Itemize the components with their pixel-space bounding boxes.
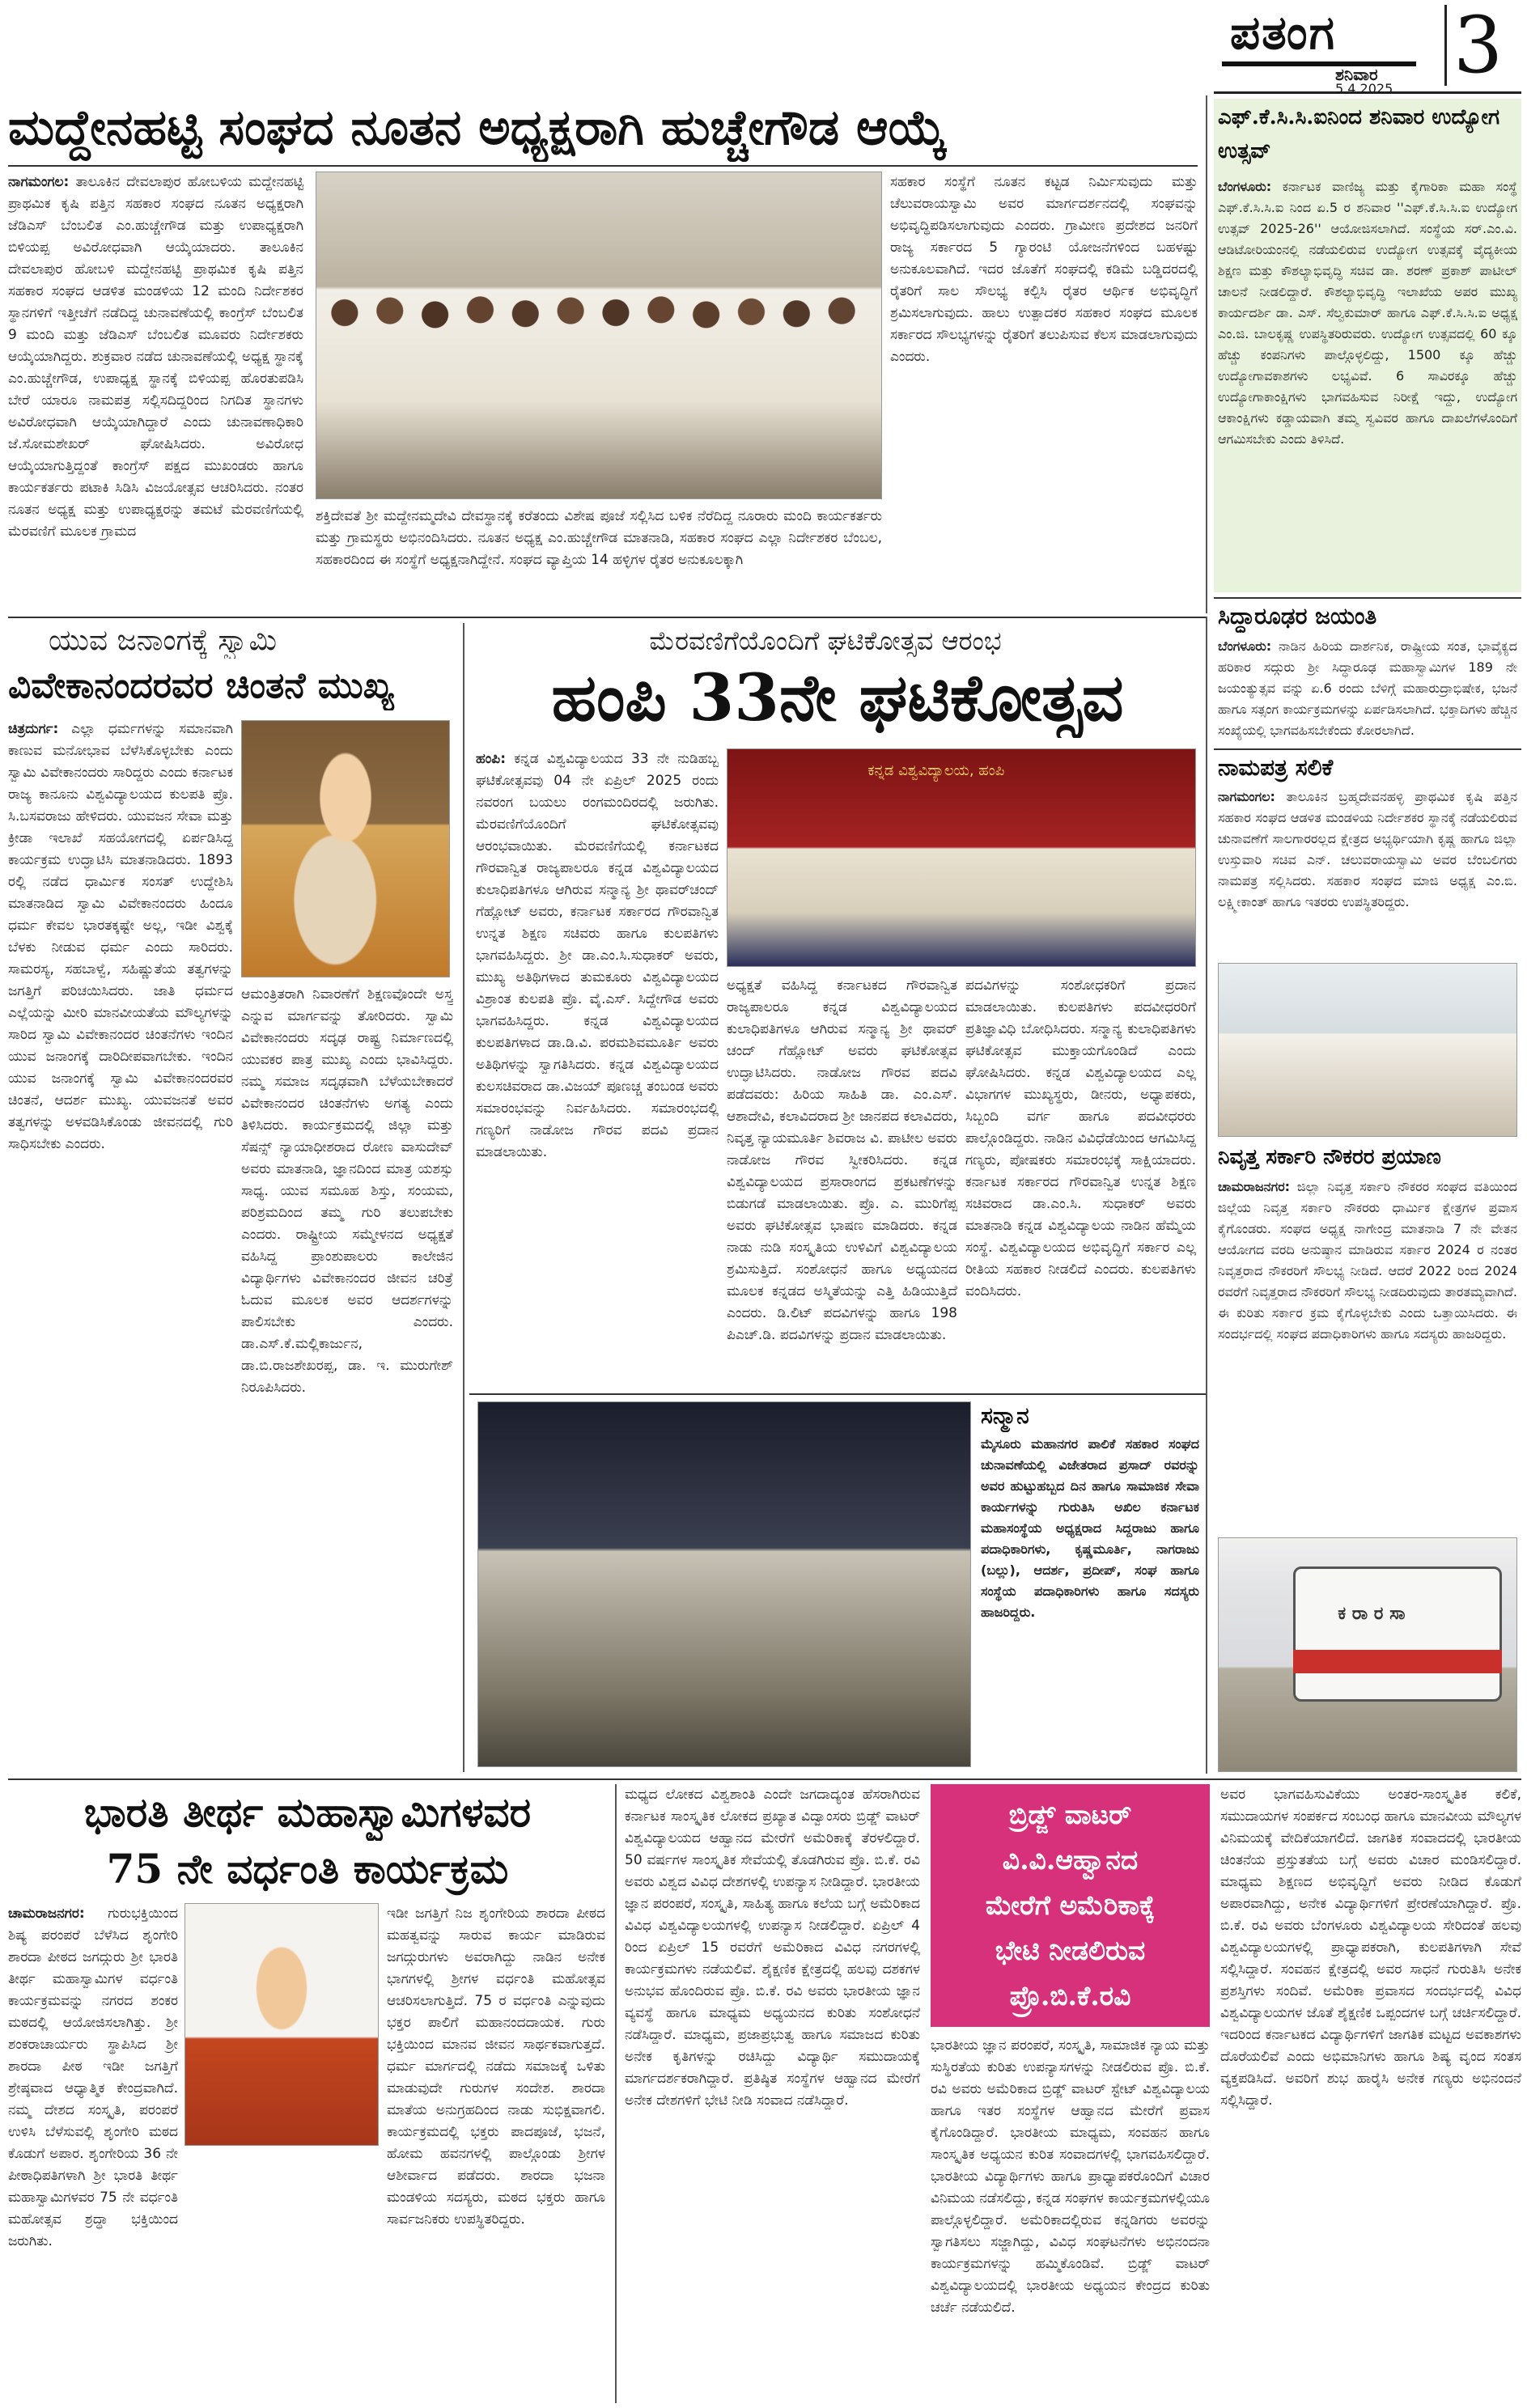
- naamapatra-headline: ನಾಮಪತ್ರ ಸಲಿಕೆ: [1218, 754, 1334, 781]
- bridgewater-headline-box: [931, 1784, 1210, 2027]
- rule-lead: [8, 165, 1198, 167]
- vivekananda-col-1-text: ಎಲ್ಲಾ ಧರ್ಮಗಳನ್ನು ಸಮಾನವಾಗಿ ಕಾಣುವ ಮನೋಭಾವ ಬೆಳೆಸಿಕೊಳ್ಳಬೇಕು ಎಂದು ಸ್ವಾಮಿ ವಿವೇಕಾನಂದರು ಸಾರಿದ್ದರು ಎಂದು ಕರ್ನಾಟಕ ರಾಜ್ಯ ಕಾನೂನು ವಿಶ್ವವಿದ್ಯಾಲಯದ ಕುಲಪತಿ ಪ್ರೊ. ಸಿ.ಬಸವರಾಜು ಹೇಳಿದರು. ಯುವಜನ ಸೇವಾ ಮತ್ತು ಕ್ರೀಡಾ ಇಲಾಖೆ ಸಹಯೋಗದಲ್ಲಿ ಏರ್ಪಡಿಸಿದ್ದ ಕಾರ್ಯಕ್ರಮ ಉದ್ಘಾಟಿಸಿ ಮಾತನಾಡಿದರು. 1893 ರಲ್ಲಿ ನಡೆದ ಧಾರ್ಮಿಕ ಸಂಸತ್ ಉದ್ದೇಶಿಸಿ ಮಾತನಾಡಿದ ಸ್ವಾಮಿ ವಿವೇಕಾನಂದರು ಹಿಂದೂ ಧರ್ಮ ಕೇವಲ ಭಾರತಕ್ಕಷ್ಟೇ ಅಲ್ಲ, ಇಡೀ ವಿಶ್ವಕ್ಕೆ ಬೆಳಕು ನೀಡುವ ಧರ್ಮ ಎಂದು ಸಾರಿದರು. ಸಾಮರಸ್ಯ, ಸಹಬಾಳ್ವೆ, ಸಹಿಷ್ಣುತೆಯ ತತ್ವಗಳನ್ನು ಜಗತ್ತಿಗೆ ಪರಿಚಯಿಸಿದರು. ಜಾತಿ ಧರ್ಮದ ಎಲ್ಲೆಯನ್ನು ಮೀರಿ ಮಾನವೀಯತೆಯ ಮೌಲ್ಯಗಳನ್ನು ಸಾರಿದ ಸ್ವಾಮಿ ವಿವೇಕಾನಂದರ ಚಿಂತನೆಗಳು ಇಂದಿನ ಯುವ ಜನಾಂಗಕ್ಕೆ ದಾರಿದೀಪವಾಗಬೇಕು. ಇಂದಿನ ಯುವ ಜನಾಂಗಕ್ಕೆ ಸ್ವಾಮಿ ವಿವೇಕಾನಂದರವರ ಚಿಂತನೆ, ಆದರ್ಶ ಮುಖ್ಯ. ಯುವಜನತೆ ಅವರ ತತ್ವಗಳನ್ನು ಅಳವಡಿಸಿಕೊಂಡು ಜೀವನದಲ್ಲಿ ಗುರಿ ಸಾಧಿಸಬೇಕು ಎಂದರು.: [8, 721, 233, 1152]
- hampi-col-3: ಪದವಿಗಳನ್ನು ಸಂಶೋಧಕರಿಗೆ ಪ್ರದಾನ ಮಾಡಲಾಯಿತು. ಕುಲಪತಿಗಳು ಪದವೀಧರರಿಗೆ ಪ್ರತಿಜ್ಞಾವಿಧಿ ಬೋಧಿಸಿದರು. ಸನ್ಮಾನ್ಯ ಕುಲಾಧಿಪತಿಗಳು ಘಟಿಕೋತ್ಸವ ಮುಕ್ತಾಯಗೊಂಡಿದೆ ಎಂದು ಘೋಷಿಸಿದರು. ಕನ್ನಡ ವಿಶ್ವವಿದ್ಯಾಲಯದ ಎಲ್ಲ ವಿಭಾಗಗಳ ಮುಖ್ಯಸ್ಥರು, ಡೀನರು, ಅಧ್ಯಾಪಕರು, ಸಿಬ್ಬಂದಿ ವರ್ಗ ಹಾಗೂ ಪದವೀಧರರು ಪಾಲ್ಗೊಂಡಿದ್ದರು. ನಾಡಿನ ವಿವಿಧೆಡೆಯಿಂದ ಆಗಮಿಸಿದ್ದ ಗಣ್ಯರು, ಪೋಷಕರು ಸಮಾರಂಭಕ್ಕೆ ಸಾಕ್ಷಿಯಾದರು. ಕರ್ನಾಟಕ ಸರ್ಕಾರದ ಗೌರವಾನ್ವಿತ ಉನ್ನತ ಶಿಕ್ಷಣ ಸಚಿವರಾದ ಡಾ.ಎಂ.ಸಿ. ಸುಧಾಕರ್ ಅವರು ಮಾತನಾಡಿ ಕನ್ನಡ ವಿಶ್ವವಿದ್ಯಾಲಯ ನಾಡಿನ ಹೆಮ್ಮೆಯ ಸಂಸ್ಥೆ. ವಿಶ್ವವಿದ್ಯಾಲಯದ ಅಭಿವೃದ್ಧಿಗೆ ಸರ್ಕಾರ ಎಲ್ಲ ರೀತಿಯ ಸಹಕಾರ ನೀಡಲಿದೆ ಎಂದರು. ಕುಲಪತಿಗಳು ವಂದಿಸಿದರು.: [965, 977, 1196, 1299]
- bharati-col-2: ಇಡೀ ಜಗತ್ತಿಗೆ ನಿಜ ಶೃಂಗೇರಿಯ ಶಾರದಾ ಪೀಠದ ಮಹತ್ವವನ್ನು ಸಾರುವ ಕಾರ್ಯ ಮಾಡಿರುವ ಜಗದ್ಗುರುಗಳು ಅವರಾಗಿದ್ದು ನಾಡಿನ ಅನೇಕ ಭಾಗಗಳಲ್ಲಿ ಶ್ರೀಗಳ ವರ್ಧಂತಿ ಮಹೋತ್ಸವ ಆಚರಿಸಲಾಗುತ್ತಿದೆ. 75 ರ ವರ್ಧಂತಿ ಎನ್ನುವುದು ಭಕ್ತರ ಪಾಲಿಗೆ ಮಹಾನಂದದಾಯಕ. ಗುರು ಭಕ್ತಿಯಿಂದ ಮಾನವ ಜೀವನ ಸಾರ್ಥಕವಾಗುತ್ತದೆ. ಧರ್ಮ ಮಾರ್ಗದಲ್ಲಿ ನಡೆದು ಸಮಾಜಕ್ಕೆ ಒಳಿತು ಮಾಡುವುದೇ ಗುರುಗಳ ಸಂದೇಶ. ಶಾರದಾ ಮಾತೆಯ ಅನುಗ್ರಹದಿಂದ ನಾಡು ಸುಭಿಕ್ಷವಾಗಲಿ. ಕಾರ್ಯಕ್ರಮದಲ್ಲಿ ಭಕ್ತರು ಪಾದಪೂಜೆ, ಭಜನೆ, ಹೋಮ ಹವನಗಳಲ್ಲಿ ಪಾಲ್ಗೊಂಡು ಶ್ರೀಗಳ ಆಶೀರ್ವಾದ ಪಡೆದರು. ಶಾರದಾ ಭಜನಾ ಮಂಡಳಿಯ ಸದಸ್ಯರು, ಮಠದ ಭಕ್ತರು ಹಾಗೂ ಸಾರ್ವಜನಿಕರು ಉಪಸ್ಥಿತರಿದ್ದರು.: [387, 1906, 605, 2228]
- lead-photo-caption: ಶಕ್ತಿದೇವತೆ ಶ್ರೀ ಮದ್ದೇನಮ್ಮದೇವಿ ದೇವಸ್ಥಾನಕ್ಕೆ ಕರೆತಂದು ವಿಶೇಷ ಪೂಜೆ ಸಲ್ಲಿಸಿದ ಬಳಿಕ ನೆರೆದಿದ್ದ ನೂರಾರು ಮಂದಿ ಕಾರ್ಯಕರ್ತರು ಮತ್ತು ಗ್ರಾಮಸ್ಥರು ಅಭಿನಂದಿಸಿದರು. ನೂತನ ಅಧ್ಯಕ್ಷ ಎಂ.ಹುಚ್ಚೇಗೌಡ ಮಾತನಾಡಿ, ಸಹಕಾರ ಸಂಘದ ಎಲ್ಲಾ ನಿರ್ದೇಶಕರ ಬೆಂಬಲ, ಸಹಕಾರದಿಂದ ಈ ಸಂಸ್ಥೆಗೆ ಅಧ್ಯಕ್ಷನಾಗಿದ್ದೇನೆ. ಸಂಘದ ವ್ಯಾಪ್ತಿಯ 14 ಹಳ್ಳಿಗಳ ರೈತರ ಅನುಕೂಲಕ್ಕಾಗಿ: [316, 508, 882, 568]
- vivekananda-kicker: ಯುವ ಜನಾಂಗಕ್ಕೆ ಸ್ವಾಮಿ: [49, 624, 278, 657]
- masthead-bar: [1222, 61, 1416, 66]
- bharati-divider: [615, 1784, 617, 2403]
- rule-bottom: [8, 1778, 1521, 1780]
- lead-col-3: ಸಹಕಾರ ಸಂಸ್ಥೆಗೆ ನೂತನ ಕಟ್ಟಡ ನಿರ್ಮಿಸುವುದು ಮತ್ತು ಚೆಲುವರಾಯಸ್ವಾಮಿ ಅವರ ಮಾರ್ಗದರ್ಶನದಲ್ಲಿ ಸಂಘವನ್ನು ಅಭಿವೃದ್ಧಿಪಡಿಸಲಾಗುವುದು ಎಂದರು. ಗ್ರಾಮೀಣ ಪ್ರದೇಶದ ಜನರಿಗೆ ರಾಜ್ಯ ಸರ್ಕಾರದ 5 ಗ್ಯಾರಂಟಿ ಯೋಜನೆಗಳಿಂದ ಬಹಳಷ್ಟು ಅನುಕೂಲವಾಗಿದೆ. ಇದರ ಜೊತೆಗೆ ಸಂಘದಲ್ಲಿ ಕಡಿಮೆ ಬಡ್ಡಿದರದಲ್ಲಿ ರೈತರಿಗೆ ಸಾಲ ಸೌಲಭ್ಯ ಕಲ್ಪಿಸಿ ರೈತರ ಆರ್ಥಿಕ ಅಭಿವೃದ್ಧಿಗೆ ಶ್ರಮಿಸಲಾಗುವುದು. ಹಾಲು ಉತ್ಪಾದಕರ ಸಹಕಾರ ಸಂಘದ ಮೂಲಕ ಸರ್ಕಾರದ ಸೌಲಭ್ಯಗಳನ್ನು ರೈತರಿಗೆ ತಲುಪಿಸುವ ಕೆಲಸ ಮಾಡಲಾಗುವುದು ಎಂದರು.: [890, 174, 1198, 365]
- bridgewater-body: ಭಾರತೀಯ ಜ್ಞಾನ ಪರಂಪರೆ, ಸಂಸ್ಕೃತಿ, ಸಾಮಾಜಿಕ ನ್ಯಾಯ ಮತ್ತು ಸುಸ್ಥಿರತೆಯ ಕುರಿತು ಉಪನ್ಯಾಸಗಳನ್ನು ನೀಡಲಿರುವ ಪ್ರೊ. ಬಿ.ಕೆ. ರವಿ ಅವರು ಅಮೆರಿಕಾದ ಬ್ರಿಡ್ಜ್ ವಾಟರ್ ಸ್ಟೇಟ್ ವಿಶ್ವವಿದ್ಯಾಲಯ ಹಾಗೂ ಇತರ ಸಂಸ್ಥೆಗಳ ಆಹ್ವಾನದ ಮೇರೆಗೆ ಪ್ರವಾಸ ಕೈಗೊಂಡಿದ್ದಾರೆ. ಭಾರತೀಯ ಮಾಧ್ಯಮ, ಸಂವಹನ ಹಾಗೂ ಸಾಂಸ್ಕೃತಿಕ ಅಧ್ಯಯನ ಕುರಿತ ಸಂವಾದಗಳಲ್ಲಿ ಭಾಗವಹಿಸಲಿದ್ದಾರೆ. ಭಾರತೀಯ ವಿದ್ಯಾರ್ಥಿಗಳು ಹಾಗೂ ಪ್ರಾಧ್ಯಾಪಕರೊಂದಿಗೆ ವಿಚಾರ ವಿನಿಮಯ ನಡೆಸಲಿದ್ದು, ಕನ್ನಡ ಸಂಘಗಳ ಕಾರ್ಯಕ್ರಮಗಳಲ್ಲಿಯೂ ಪಾಲ್ಗೊಳ್ಳಲಿದ್ದಾರೆ. ಅಮೆರಿಕಾದಲ್ಲಿರುವ ಕನ್ನಡಿಗರು ಅವರನ್ನು ಸ್ವಾಗತಿಸಲು ಸಜ್ಜಾಗಿದ್ದು, ವಿವಿಧ ಸಂಘಟನೆಗಳು ಅಭಿನಂದನಾ ಕಾರ್ಯಕ್ರಮಗಳನ್ನು ಹಮ್ಮಿಕೊಂಡಿವೆ. ಬ್ರಿಡ್ಜ್ ವಾಟರ್ ವಿಶ್ವವಿದ್ಯಾಲಯದಲ್ಲಿ ಭಾರತೀಯ ಅಧ್ಯಯನ ಕೇಂದ್ರದ ಕುರಿತು ಚರ್ಚೆ ನಡೆಯಲಿದೆ.: [931, 2037, 1210, 2316]
- night-photo: [477, 1401, 971, 1767]
- hampi-headline: ಹಂಪಿ 33ನೇ ಘಟಿಕೋತ್ಸವ: [551, 659, 1124, 736]
- bus-sign: ಕ ರಾ ರ ಸಾ: [1338, 1603, 1406, 1624]
- bharati-dateline: ಚಾಮರಾಜನಗರ:: [8, 1906, 85, 1922]
- siddharoodha-body: [1218, 636, 1517, 745]
- bus-body: [1293, 1566, 1502, 1702]
- retired-body: [1218, 1176, 1517, 1533]
- lead-divider: [1206, 95, 1207, 613]
- bridgewater-headline-wrap: [931, 1792, 1210, 2023]
- fkcci-body: [1218, 176, 1517, 589]
- swami-portrait: [241, 720, 450, 977]
- bharati-headline-1: ಭಾರತಿ ತೀರ್ಥ ಮಹಾಸ್ವಾಮಿಗಳವರ: [83, 1788, 532, 1836]
- bridgewater-headline-1: ಬ್ರಿಡ್ಜ್ ವಾಟರ್: [1008, 1799, 1132, 1830]
- hampi-col-1-text: ಕನ್ನಡ ವಿಶ್ವವಿದ್ಯಾಲಯದ 33 ನೇ ನುಡಿಹಬ್ಬ ಘಟಿಕೋತ್ಸವವು 04 ನೇ ಏಪ್ರಿಲ್ 2025 ರಂದು ನವರಂಗ ಬಯಲು ರಂಗಮಂದಿರದಲ್ಲಿ ಜರುಗಿತು. ಮೆರವಣಿಗೆಯೊಂದಿಗೆ ಘಟಿಕೋತ್ಸವವು ಆರಂಭವಾಯಿತು. ಮೆರವಣಿಗೆಯಲ್ಲಿ ಕರ್ನಾಟಕದ ಗೌರವಾನ್ವಿತ ರಾಜ್ಯಪಾಲರೂ ಕನ್ನಡ ವಿಶ್ವವಿದ್ಯಾಲಯದ ಕುಲಾಧಿಪತಿಗಳೂ ಆಗಿರುವ ಸನ್ಮಾನ್ಯ ಶ್ರೀ ಥಾವರ್‌ಚಂದ್ ಗೆಹ್ಲೋಟ್ ಅವರು, ಕರ್ನಾಟಕ ಸರ್ಕಾರದ ಗೌರವಾನ್ವಿತ ಉನ್ನತ ಶಿಕ್ಷಣ ಸಚಿವರು ಹಾಗೂ ಕುಲಪತಿಗಳು ಭಾಗವಹಿಸಿದ್ದರು. ಶ್ರೀ ಡಾ.ಎಂ.ಸಿ.ಸುಧಾಕರ್ ಅವರು, ಮುಖ್ಯ ಅತಿಥಿಗಳಾದ ತುಮಕೂರು ವಿಶ್ವವಿದ್ಯಾಲಯದ ವಿಶ್ರಾಂತ ಕುಲಪತಿ ಪ್ರೊ. ವೈ.ಎಸ್. ಸಿದ್ದೇಗೌಡ ಅವರು ಭಾಗವಹಿಸಿದ್ದರು. ಕನ್ನಡ ವಿಶ್ವವಿದ್ಯಾಲಯದ ಕುಲಪತಿಗಳಾದ ಡಾ.ಡಿ.ವಿ. ಪರಮಶಿವಮೂರ್ತಿ ಅವರು ಅತಿಥಿಗಳನ್ನು ಸ್ವಾಗತಿಸಿದರು. ಕನ್ನಡ ವಿಶ್ವವಿದ್ಯಾಲಯದ ಕುಲಸಚಿವರಾದ ಡಾ.ವಿಜಯ್ ಪೂಣಚ್ಚ ತಂಬಂಡ ಅವರು ಸಮಾರಂಭವನ್ನು ನಿರ್ವಹಿಸಿದರು. ಸಮಾರಂಭದಲ್ಲಿ ಗಣ್ಯರಿಗೆ ನಾಡೋಜ ಗೌರವ ಪದವಿ ಪ್ರದಾನ ಮಾಡಲಾಯಿತು.: [476, 751, 719, 1160]
- guru-portrait: [185, 1903, 379, 2146]
- right-divider: [1206, 617, 1207, 1774]
- hampi-kicker: ಮೆರವಣಿಗೆಯೊಂದಿಗೆ ಘಟಿಕೋತ್ಸವ ಆರಂಭ: [649, 625, 1002, 656]
- hampi-col-2: ಅಧ್ಯಕ್ಷತೆ ವಹಿಸಿದ್ದ ಕರ್ನಾಟಕದ ಗೌರವಾನ್ವಿತ ರಾಜ್ಯಪಾಲರೂ ಕನ್ನಡ ವಿಶ್ವವಿದ್ಯಾಲಯದ ಕುಲಾಧಿಪತಿಗಳೂ ಆಗಿರುವ ಸನ್ಮಾನ್ಯ ಶ್ರೀ ಥಾವರ್ ಚಂದ್ ಗೆಹ್ಲೋಟ್ ಅವರು ಘಟಿಕೋತ್ಸವ ಉದ್ಘಾಟಿಸಿದರು. ನಾಡೋಜ ಗೌರವ ಪದವಿ ಪಡೆದವರು: ಹಿರಿಯ ಸಾಹಿತಿ ಡಾ. ಎಂ.ಎಸ್. ಆಶಾದೇವಿ, ಕಲಾವಿದರಾದ ಶ್ರೀ ಜಾನಪದ ಕಲಾವಿದರು, ನಿವೃತ್ತ ನ್ಯಾಯಮೂರ್ತಿ ಶಿವರಾಜ ವಿ. ಪಾಟೀಲ ಅವರು ನಾಡೋಜ ಗೌರವ ಸ್ವೀಕರಿಸಿದರು. ಕನ್ನಡ ವಿಶ್ವವಿದ್ಯಾಲಯದ ಪ್ರಸಾರಾಂಗದ ಪ್ರಕಟಣೆಗಳನ್ನು ಬಿಡುಗಡೆ ಮಾಡಲಾಯಿತು. ಪ್ರೊ. ಎ. ಮುರಿಗೆಪ್ಪ ಅವರು ಘಟಿಕೋತ್ಸವ ಭಾಷಣ ಮಾಡಿದರು. ಕನ್ನಡ ನಾಡು ನುಡಿ ಸಂಸ್ಕೃತಿಯ ಉಳಿವಿಗೆ ವಿಶ್ವವಿದ್ಯಾಲಯ ಶ್ರಮಿಸುತ್ತಿದೆ. ಸಂಶೋಧನೆ ಹಾಗೂ ಅಧ್ಯಯನದ ಮೂಲಕ ಕನ್ನಡದ ಅಸ್ಮಿತೆಯನ್ನು ಎತ್ತಿ ಹಿಡಿಯುತ್ತಿದೆ ಎಂದರು. ಡಿ.ಲಿಟ್ ಪದವಿಗಳನ್ನು ಹಾಗೂ 198 ಪಿಎಚ್.ಡಿ. ಪದವಿಗಳನ್ನು ಪ್ರದಾನ ಮಾಡಲಾಯಿತು.: [727, 977, 957, 1343]
- fkcci-headline-text: ಎಫ್.ಕೆ.ಸಿ.ಸಿ.ಐನಿಂದ ಶನಿವಾರ ಉದ್ಯೋಗ ಉತ್ಸವ್: [1218, 105, 1500, 163]
- vivekananda-dateline: ಚಿತ್ರದುರ್ಗ:: [8, 721, 59, 737]
- naamapatra-dateline: ನಾಗಮಂಗಲ:: [1218, 789, 1275, 804]
- vivekananda-headline: ವಿವೇಕಾನಂದರವರ ಚಿಂತನೆ ಮುಖ್ಯ: [8, 665, 394, 706]
- bus-stripe: [1293, 1650, 1502, 1673]
- rule-naamapatra: [1214, 748, 1521, 750]
- retired-headline: ನಿವೃತ್ತ ಸರ್ಕಾರಿ ನೌಕರರ ಪ್ರಯಾಣ: [1218, 1145, 1441, 1169]
- fkcci-dateline: ಬೆಂಗಳೂರು:: [1218, 179, 1272, 194]
- fkcci-body-text: ಕರ್ನಾಟಕ ವಾಣಿಜ್ಯ ಮತ್ತು ಕೈಗಾರಿಕಾ ಮಹಾ ಸಂಸ್ಥೆ ಎಫ್.ಕೆ.ಸಿ.ಸಿ.ಐ ನಿಂದ ಏ.5 ರ ಶನಿವಾರ ''ಎಫ್.ಕೆ.ಸಿ.ಸಿ.ಐ ಉದ್ಯೋಗ ಉತ್ಸವ್ 2025-26'' ಆಯೋಜಿಸಲಾಗಿದೆ. ಸಂಸ್ಥೆಯ ಸರ್.ಎಂ.ವಿ. ಆಡಿಟೋರಿಯಂನಲ್ಲಿ ನಡೆಯಲಿರುವ ಉದ್ಯೋಗ ಉತ್ಸವಕ್ಕೆ ವೈದ್ಯಕೀಯ ಶಿಕ್ಷಣ ಮತ್ತು ಕೌಶಲ್ಯಾಭಿವೃದ್ಧಿ ಸಚಿವ ಡಾ. ಶರಣ್ ಪ್ರಕಾಶ್ ಪಾಟೀಲ್ ಚಾಲನೆ ನೀಡಲಿದ್ದಾರೆ. ಕೌಶಲ್ಯಾಭಿವೃದ್ಧಿ ಇಲಾಖೆಯ ಅಪರ ಮುಖ್ಯ ಕಾರ್ಯದರ್ಶಿ ಡಾ. ಎಸ್. ಸೆಲ್ವಕುಮಾರ್ ಹಾಗೂ ಎಫ್.ಕೆ.ಸಿ.ಸಿ.ಐ ಅಧ್ಯಕ್ಷ ಎಂ.ಜಿ. ಬಾಲಕೃಷ್ಣ ಉಪಸ್ಥಿತರಿರುವರು. ಉದ್ಯೋಗ ಉತ್ಸವದಲ್ಲಿ 60 ಕ್ಕೂ ಹೆಚ್ಚು ಕಂಪನಿಗಳು ಪಾಲ್ಗೊಳ್ಳಲಿದ್ದು, 1500 ಕ್ಕೂ ಹೆಚ್ಚು ಉದ್ಯೋಗಾವಕಾಶಗಳು ಲಭ್ಯವಿವೆ. 6 ಸಾವಿರಕ್ಕೂ ಹೆಚ್ಚು ಉದ್ಯೋಗಾಕಾಂಕ್ಷಿಗಳು ಭಾಗವಹಿಸುವ ನಿರೀಕ್ಷೆ ಇದ್ದು, ಉದ್ಯೋಗ ಆಕಾಂಕ್ಷಿಗಳು ಕಡ್ಡಾಯವಾಗಿ ತಮ್ಮ ಸ್ವವಿವರ ಹಾಗೂ ದಾಖಲೆಗಳೊಂದಿಗೆ ಆಗಮಿಸಬೇಕು ಎಂದು ತಿಳಿಸಿದೆ.: [1218, 179, 1517, 447]
- retired-body-text: ಜಿಲ್ಲಾ ನಿವೃತ್ತ ಸರ್ಕಾರಿ ನೌಕರರ ಸಂಘದ ವತಿಯಿಂದ ಜಿಲ್ಲೆಯ ನಿವೃತ್ತ ಸರ್ಕಾರಿ ನೌಕರರು ಧಾರ್ಮಿಕ ಕ್ಷೇತ್ರಗಳ ಪ್ರವಾಸ ಕೈಗೊಂಡರು. ಸಂಘದ ಅಧ್ಯಕ್ಷ ನಾಗೇಂದ್ರ ಮಾತನಾಡಿ 7 ನೇ ವೇತನ ಆಯೋಗದ ವರದಿ ಅನುಷ್ಠಾನ ಮಾಡಿರುವ ಸರ್ಕಾರ 2024 ರ ನಂತರ ನಿವೃತ್ತರಾದ ನೌಕರರಿಗೆ ಸೌಲಭ್ಯ ನೀಡಿದೆ. ಆದರೆ 2022 ರಿಂದ 2024 ರವರೆಗೆ ನಿವೃತ್ತರಾದ ನೌಕರರಿಗೆ ಸೌಲಭ್ಯ ನೀಡದಿರುವುದು ತಾರತಮ್ಯವಾಗಿದೆ. ಈ ಕುರಿತು ಸರ್ಕಾರ ಕ್ರಮ ಕೈಗೊಳ್ಳಬೇಕು ಎಂದು ಒತ್ತಾಯಿಸಿದರು. ಈ ಸಂದರ್ಭದಲ್ಲಿ ಸಂಘದ ಪದಾಧಿಕಾರಿಗಳು ಹಾಗೂ ಸದಸ್ಯರು ಹಾಜರಿದ್ದರು.: [1218, 1179, 1517, 1342]
- rule-vivekananda: [8, 617, 1206, 618]
- issue-date: 5.4.2025: [1335, 81, 1393, 96]
- bharati-headline-2: 75 ನೇ ವರ್ಧಂತಿ ಕಾರ್ಯಕ್ರಮ: [106, 1845, 509, 1893]
- sanmana-headline: ಸನ್ಮಾನ: [981, 1402, 1029, 1429]
- stage-banner-text: ಕನ್ನಡ ವಿಶ್ವವಿದ್ಯಾಲಯ, ಹಂಪಿ: [867, 762, 1005, 780]
- bridgewater-headline-4: ಭೇಟಿ ನೀಡಲಿರುವ: [995, 1935, 1146, 1966]
- bridgewater-headline-2: ವಿ.ವಿ.ಆಹ್ವಾನದ: [1002, 1844, 1139, 1876]
- middle-article: ಮಧ್ಯದ ಲೋಕದ ವಿಶ್ವಶಾಂತಿ ಎಂದೇ ಜಗದಾದ್ಯಂತ ಹೆಸರಾಗಿರುವ ಕರ್ನಾಟಕ ಸಾಂಸ್ಕೃತಿಕ ಲೋಕದ ಪ್ರಖ್ಯಾತ ವಿದ್ವಾಂಸರು ಬ್ರಿಡ್ಜ್ ವಾಟರ್ ವಿಶ್ವವಿದ್ಯಾಲಯದ ಆಹ್ವಾನದ ಮೇರೆಗೆ ಅಮೆರಿಕಾಕ್ಕೆ ತೆರಳಲಿದ್ದಾರೆ. 50 ವರ್ಷಗಳ ಸಾಂಸ್ಕೃತಿಕ ಸೇವೆಯಲ್ಲಿ ತೊಡಗಿರುವ ಪ್ರೊ. ಬಿ.ಕೆ. ರವಿ ಅವರು ವಿಶ್ವದ ವಿವಿಧ ದೇಶಗಳಲ್ಲಿ ಉಪನ್ಯಾಸ ನೀಡಿದ್ದಾರೆ. ಭಾರತೀಯ ಜ್ಞಾನ ಪರಂಪರೆ, ಸಂಸ್ಕೃತಿ, ಸಾಹಿತ್ಯ ಹಾಗೂ ಕಲೆಯ ಬಗ್ಗೆ ಅಮೆರಿಕಾದ ವಿವಿಧ ವಿಶ್ವವಿದ್ಯಾಲಯಗಳಲ್ಲಿ ಉಪನ್ಯಾಸ ನೀಡಲಿದ್ದಾರೆ. ಏಪ್ರಿಲ್ 4 ರಿಂದ ಏಪ್ರಿಲ್ 15 ರವರೆಗೆ ಅಮೆರಿಕಾದ ವಿವಿಧ ನಗರಗಳಲ್ಲಿ ಕಾರ್ಯಕ್ರಮಗಳು ನಡೆಯಲಿವೆ. ಶೈಕ್ಷಣಿಕ ಕ್ಷೇತ್ರದಲ್ಲಿ ಹಲವು ದಶಕಗಳ ಅನುಭವ ಹೊಂದಿರುವ ಪ್ರೊ. ಬಿ.ಕೆ. ರವಿ ಅವರು ಭಾರತೀಯ ಜ್ಞಾನ ವ್ಯವಸ್ಥೆ ಹಾಗೂ ಮಾಧ್ಯಮ ಅಧ್ಯಯನದ ಕುರಿತು ಸಂಶೋಧನೆ ನಡೆಸಿದ್ದಾರೆ. ಮಾಧ್ಯಮ, ಪ್ರಜಾಪ್ರಭುತ್ವ ಹಾಗೂ ಸಮಾಜದ ಕುರಿತು ಅನೇಕ ಕೃತಿಗಳನ್ನು ರಚಿಸಿದ್ದು ವಿದ್ಯಾರ್ಥಿ ಸಮುದಾಯಕ್ಕೆ ಮಾರ್ಗದರ್ಶಕರಾಗಿದ್ದಾರೆ. ಪ್ರತಿಷ್ಠಿತ ಸಂಸ್ಥೆಗಳ ಆಹ್ವಾನದ ಮೇರೆಗೆ ಅನೇಕ ದೇಶಗಳಿಗೆ ಭೇಟಿ ನೀಡಿ ಸಂವಾದ ನಡೆಸಿದ್ದಾರೆ.: [625, 1787, 920, 2109]
- bharati-col-1: [8, 1903, 178, 2401]
- bharati-col-1-text: ಗುರುಭಕ್ತಿಯಿಂದ ಶಿಷ್ಯ ಪರಂಪರೆ ಬೆಳೆಸಿದ ಶೃಂಗೇರಿ ಶಾರದಾ ಪೀಠದ ಜಗದ್ಗುರು ಶ್ರೀ ಭಾರತಿ ತೀರ್ಥ ಮಹಾಸ್ವಾಮಿಗಳ ವರ್ಧಂತಿ ಕಾರ್ಯಕ್ರಮವನ್ನು ನಗರದ ಶಂಕರ ಮಠದಲ್ಲಿ ಆಯೋಜಿಸಲಾಗಿತ್ತು. ಶ್ರೀ ಶಂಕರಾಚಾರ್ಯರು ಸ್ಥಾಪಿಸಿದ ಶ್ರೀ ಶಾರದಾ ಪೀಠ ಇಡೀ ಜಗತ್ತಿಗೆ ಶ್ರೇಷ್ಠವಾದ ಆಧ್ಯಾತ್ಮಿಕ ಕೇಂದ್ರವಾಗಿದೆ. ನಮ್ಮ ದೇಶದ ಸಂಸ್ಕೃತಿ, ಪರಂಪರೆ ಉಳಿಸಿ ಬೆಳೆಸುವಲ್ಲಿ ಶೃಂಗೇರಿ ಮಠದ ಕೊಡುಗೆ ಅಪಾರ. ಶೃಂಗೇರಿಯ 36 ನೇ ಪೀಠಾಧಿಪತಿಗಳಾಗಿ ಶ್ರೀ ಭಾರತಿ ತೀರ್ಥ ಮಹಾಸ್ವಾಮಿಗಳವರ 75 ನೇ ವರ್ಧಂತಿ ಮಹೋತ್ಸವ ಶ್ರದ್ಧಾ ಭಕ್ತಿಯಿಂದ ಜರುಗಿತು.: [8, 1906, 178, 2249]
- naamapatra-body-text: ತಾಲೂಕಿನ ಬ್ರಹ್ಮದೇವನಹಳ್ಳಿ ಪ್ರಾಥಮಿಕ ಕೃಷಿ ಪತ್ತಿನ ಸಹಕಾರ ಸಂಘದ ಆಡಳಿತ ಮಂಡಳಿಯ ನಿರ್ದೇಶಕರ ಸ್ಥಾನಕ್ಕೆ ನಡೆಯಲಿರುವ ಚುನಾವಣೆಗೆ ಸಾಲಗಾರರಲ್ಲದ ಕ್ಷೇತ್ರದ ಅಭ್ಯರ್ಥಿಯಾಗಿ ಕೃಷ್ಣ ಹಾಗೂ ಜಿಲ್ಲಾ ಉಸ್ತುವಾರಿ ಸಚಿವ ಎನ್. ಚಲುವರಾಯಸ್ವಾಮಿ ಅವರ ಬೆಂಬಲಿಗರು ನಾಮಪತ್ರ ಸಲ್ಲಿಸಿದರು. ಸಹಕಾರ ಸಂಘದ ಮಾಜಿ ಅಧ್ಯಕ್ಷ ಎಂ.ಬಿ. ಲಕ್ಷ್ಮೀಕಾಂತ್ ಹಾಗೂ ಇತರರು ಉಪಸ್ಥಿತರಿದ್ದರು.: [1218, 789, 1517, 909]
- hampi-dateline: ಹಂಪಿ:: [476, 751, 507, 767]
- rule-sanmana: [469, 1393, 1206, 1395]
- hampi-col-1: [476, 748, 719, 1388]
- bridgewater-headline-3: ಮೇರೆಗೆ ಅಮೆರಿಕಾಕ್ಕೆ: [985, 1889, 1156, 1921]
- fkcci-headline: [1218, 100, 1517, 173]
- rule-siddharoodha: [1214, 597, 1521, 599]
- retired-dateline: ಚಾಮರಾಜನಗರ:: [1218, 1179, 1291, 1194]
- lead-headline: ಮದ್ದೇನಹಟ್ಟಿ ಸಂಘದ ನೂತನ ಅಧ್ಯಕ್ಷರಾಗಿ ಹುಚ್ಚೇಗೌಡ ಆಯ್ಕೆ: [8, 100, 947, 156]
- page-number: 3: [1444, 5, 1509, 86]
- lead-dateline: ನಾಗಮಂಗಲ:: [8, 174, 70, 190]
- vivekananda-divider: [463, 623, 464, 1772]
- paper-title: ಪತಂಗ: [1230, 5, 1336, 60]
- siddharoodha-dateline: ಬೆಂಗಳೂರು:: [1218, 638, 1272, 654]
- stage-photo: [727, 748, 1196, 967]
- bus-photo: [1218, 1537, 1517, 1772]
- lead-col-1: [8, 172, 303, 608]
- siddharoodha-body-text: ನಾಡಿನ ಹಿರಿಯ ದಾರ್ಶನಿಕ, ರಾಷ್ಟ್ರೀಯ ಸಂತ, ಭಾವೈಕ್ಯದ ಹರಿಕಾರ ಸದ್ಗುರು ಶ್ರೀ ಸಿದ್ಧಾರೂಢ ಮಹಾಸ್ವಾಮಿಗಳ 189 ನೇ ಜಯಂತ್ಯುತ್ಸವ ವನ್ನು ಏ.6 ರಂದು ಬೆಳಿಗ್ಗೆ ಮಹಾರುದ್ರಾಭಿಷೇಕ, ಭಜನೆ ಹಾಗೂ ಸತ್ಸಂಗ ಕಾರ್ಯಕ್ರಮಗಳನ್ನು ಏರ್ಪಡಿಸಲಾಗಿದೆ. ಭಕ್ತಾದಿಗಳು ಹೆಚ್ಚಿನ ಸಂಖ್ಯೆಯಲ್ಲಿ ಭಾಗವಹಿಸಬೇಕೆಂದು ಕೋರಲಾಗಿದೆ.: [1218, 638, 1517, 738]
- naamapatra-body: [1218, 786, 1517, 956]
- vivekananda-col-2: ಆಮಂತ್ರಿತರಾಗಿ ನಿವಾರಣೆಗೆ ಶಿಕ್ಷಣವೊಂದೇ ಅಸ್ತ್ರ ಎನ್ನುವ ಮಾರ್ಗವನ್ನು ತೋರಿದರು. ಸ್ವಾಮಿ ವಿವೇಕಾನಂದರು ಸದೃಢ ರಾಷ್ಟ್ರ ನಿರ್ಮಾಣದಲ್ಲಿ ಯುವಕರ ಪಾತ್ರ ಮುಖ್ಯ ಎಂದು ಭಾವಿಸಿದ್ದರು. ನಮ್ಮ ಸಮಾಜ ಸದೃಢವಾಗಿ ಬೆಳೆಯಬೇಕಾದರೆ ವಿವೇಕಾನಂದರ ಚಿಂತನೆಗಳು ಅಗತ್ಯ ಎಂದು ತಿಳಿಸಿದರು. ಕಾರ್ಯಕ್ರಮದಲ್ಲಿ ಜಿಲ್ಲಾ ಮತ್ತು ಸೆಷನ್ಸ್ ನ್ಯಾಯಾಧೀಶರಾದ ರೋಣ ವಾಸುದೇವ್ ಅವರು ಮಾತನಾಡಿ, ಜ್ಞಾನದಿಂದ ಮಾತ್ರ ಯಶಸ್ಸು ಸಾಧ್ಯ. ಯುವ ಸಮೂಹ ಶಿಸ್ತು, ಸಂಯಮ, ಪರಿಶ್ರಮದಿಂದ ತಮ್ಮ ಗುರಿ ತಲುಪಬೇಕು ಎಂದರು. ರಾಷ್ಟ್ರೀಯ ಸಮ್ಮೇಳನದ ಅಧ್ಯಕ್ಷತೆ ವಹಿಸಿದ್ದ ಪ್ರಾಂಶುಪಾಲರು ಕಾಲೇಜಿನ ವಿದ್ಯಾರ್ಥಿಗಳು ವಿವೇಕಾನಂದರ ಜೀವನ ಚರಿತ್ರೆ ಓದುವ ಮೂಲಕ ಅವರ ಆದರ್ಶಗಳನ್ನು ಪಾಲಿಸಬೇಕು ಎಂದರು. ಡಾ.ಎಸ್.ಕೆ.ಮಲ್ಲಿಕಾರ್ಜುನ, ಡಾ.ಬಿ.ರಾಜಶೇಖರಪ್ಪ, ಡಾ. ಇ. ಮುರುಗೇಶ್ ನಿರೂಪಿಸಿದರು.: [241, 986, 453, 1396]
- office-photo: [1218, 963, 1517, 1137]
- issue-day: ಶನಿವಾರ: [1335, 65, 1378, 84]
- group-photo-people: [316, 264, 881, 362]
- bridgewater-col-right: ಅವರ ಭಾಗವಹಿಸುವಿಕೆಯು ಅಂತರ-ಸಾಂಸ್ಕೃತಿಕ ಕಲಿಕೆ, ಸಮುದಾಯಗಳ ಸಂಪರ್ಕದ ಸಂಬಂಧ ಹಾಗೂ ಮಾನವೀಯ ಮೌಲ್ಯಗಳ ವಿನಿಮಯಕ್ಕೆ ವೇದಿಕೆಯಾಗಲಿದೆ. ಜಾಗತಿಕ ಸಂವಾದದಲ್ಲಿ ಭಾರತೀಯ ಚಿಂತನೆಯ ಪ್ರಸ್ತುತತೆಯ ಬಗ್ಗೆ ಅವರು ವಿಚಾರ ಮಂಡಿಸಲಿದ್ದಾರೆ. ಮಾಧ್ಯಮ ಶಿಕ್ಷಣದ ಅಭಿವೃದ್ಧಿಗೆ ಅವರು ನೀಡಿದ ಕೊಡುಗೆ ಅಪಾರವಾಗಿದ್ದು, ಅನೇಕ ವಿದ್ಯಾರ್ಥಿಗಳಿಗೆ ಪ್ರೇರಣೆಯಾಗಿದ್ದಾರೆ. ಪ್ರೊ. ಬಿ.ಕೆ. ರವಿ ಅವರು ಬೆಂಗಳೂರು ವಿಶ್ವವಿದ್ಯಾಲಯ ಸೇರಿದಂತೆ ಹಲವು ವಿಶ್ವವಿದ್ಯಾಲಯಗಳಲ್ಲಿ ಪ್ರಾಧ್ಯಾಪಕರಾಗಿ, ಕುಲಪತಿಗಳಾಗಿ ಸೇವೆ ಸಲ್ಲಿಸಿದ್ದಾರೆ. ಸಂವಹನ ಕ್ಷೇತ್ರದಲ್ಲಿ ಅವರ ಸಾಧನೆ ಗುರುತಿಸಿ ಅನೇಕ ಪ್ರಶಸ್ತಿಗಳು ಸಂದಿವೆ. ಅಮೆರಿಕಾ ಪ್ರವಾಸದ ಸಂದರ್ಭದಲ್ಲಿ ವಿವಿಧ ವಿಶ್ವವಿದ್ಯಾಲಯಗಳ ಜೊತೆ ಶೈಕ್ಷಣಿಕ ಒಪ್ಪಂದಗಳ ಬಗ್ಗೆ ಚರ್ಚಿಸಲಿದ್ದಾರೆ. ಇದರಿಂದ ಕರ್ನಾಟಕದ ವಿದ್ಯಾರ್ಥಿಗಳಿಗೆ ಜಾಗತಿಕ ಮಟ್ಟದ ಅವಕಾಶಗಳು ದೊರೆಯಲಿವೆ ಎಂದು ಅಭಿಮಾನಿಗಳು ಹಾಗೂ ಶಿಷ್ಯ ವೃಂದ ಸಂತಸ ವ್ಯಕ್ತಪಡಿಸಿದೆ. ಅವರಿಗೆ ಶುಭ ಹಾರೈಸಿ ಅನೇಕ ಗಣ್ಯರು ಅಭಿನಂದನೆ ಸಲ್ಲಿಸಿದ್ದಾರೆ.: [1220, 1787, 1521, 2109]
- lead-col-1-text: ತಾಲೂಕಿನ ದೇವಲಾಪುರ ಹೋಬಳಿಯ ಮದ್ದೇನಹಟ್ಟಿ ಪ್ರಾಥಮಿಕ ಕೃಷಿ ಪತ್ತಿನ ಸಹಕಾರ ಸಂಘದ ನೂತನ ಅಧ್ಯಕ್ಷರಾಗಿ ಜೆಡಿಎಸ್ ಬೆಂಬಲಿತ ಎಂ.ಹುಚ್ಚೇಗೌಡ ಮತ್ತು ಉಪಾಧ್ಯಕ್ಷರಾಗಿ ಬಿಳಿಯಪ್ಪ ಅವಿರೋಧವಾಗಿ ಆಯ್ಕೆಯಾದರು. ತಾಲೂಕಿನ ದೇವಲಾಪುರ ಹೋಬಳಿ ಮದ್ದೇನಹಟ್ಟಿ ಪ್ರಾಥಮಿಕ ಕೃಷಿ ಪತ್ತಿನ ಸಹಕಾರ ಸಂಘದ ಆಡಳಿತ ಮಂಡಳಿಯ 12 ಮಂದಿ ನಿರ್ದೇಶಕರ ಸ್ಥಾನಗಳಿಗೆ ಇತ್ತೀಚೆಗೆ ನಡೆದಿದ್ದ ಚುನಾವಣೆಯಲ್ಲಿ ಕಾಂಗ್ರೆಸ್ ಬೆಂಬಲಿತ 9 ಮಂದಿ ಮತ್ತು ಜೆಡಿಎಸ್ ಬೆಂಬಲಿತ ಮೂವರು ನಿರ್ದೇಶಕರು ಆಯ್ಕೆಯಾಗಿದ್ದರು. ಶುಕ್ರವಾರ ನಡೆದ ಚುನಾವಣೆಯಲ್ಲಿ ಅಧ್ಯಕ್ಷ ಸ್ಥಾನಕ್ಕೆ ಎಂ.ಹುಚ್ಚೇಗೌಡ, ಉಪಾಧ್ಯಕ್ಷ ಸ್ಥಾನಕ್ಕೆ ಬಿಳಿಯಪ್ಪ ಹೊರತುಪಡಿಸಿ ಬೇರೆ ಯಾರೂ ನಾಮಪತ್ರ ಸಲ್ಲಿಸದಿದ್ದರಿಂದ ನಿಗದಿತ ಸ್ಥಾನಗಳು ಅವಿರೋಧವಾಗಿ ಆಯ್ಕೆಯಾಗಿದ್ದಾರೆ ಎಂದು ಚುನಾವಣಾಧಿಕಾರಿ ಜೆ.ಸೋಮಶೇಖರ್ ಘೋಷಿಸಿದರು. ಅವಿರೋಧ ಆಯ್ಕೆಯಾಗುತ್ತಿದ್ದಂತೆ ಕಾಂಗ್ರೆಸ್ ಪಕ್ಷದ ಮುಖಂಡರು ಹಾಗೂ ಕಾರ್ಯಕರ್ತರು ಪಟಾಕಿ ಸಿಡಿಸಿ ವಿಜಯೋತ್ಸವ ಆಚರಿಸಿದರು. ನಂತರ ನೂತನ ಅಧ್ಯಕ್ಷ ಮತ್ತು ಉಪಾಧ್ಯಕ್ಷರನ್ನು ತಮಟೆ ಮೆರವಣಿಗೆಯಲ್ಲಿ ಮೆರವಣಿಗೆ ಮೂಲಕ ಗ್ರಾಮದ: [8, 174, 303, 540]
- bridgewater-headline-5: ಪ್ರೊ.ಬಿ.ಕೆ.ರವಿ: [1009, 1980, 1131, 2012]
- siddharoodha-headline: ಸಿದ್ಧಾರೂಢರ ಜಯಂತಿ: [1218, 603, 1377, 630]
- group-photo: [316, 172, 882, 499]
- vivekananda-col-1: [8, 719, 233, 1770]
- masthead: [1214, 0, 1521, 96]
- sanmana-body: ಮೈಸೂರು ಮಹಾನಗರ ಪಾಲಿಕೆ ಸಹಕಾರ ಸಂಘದ ಚುನಾವಣೆಯಲ್ಲಿ ವಿಜೇತರಾದ ಪ್ರಸಾದ್ ರವರನ್ನು ಅವರ ಹುಟ್ಟುಹಬ್ಬದ ದಿನ ಹಾಗೂ ಸಾಮಾಜಿಕ ಸೇವಾ ಕಾರ್ಯಗಳನ್ನು ಗುರುತಿಸಿ ಅಖಿಲ ಕರ್ನಾಟಕ ಮಹಾಸಂಸ್ಥೆಯ ಅಧ್ಯಕ್ಷರಾದ ಸಿದ್ದರಾಜು ಹಾಗೂ ಪದಾಧಿಕಾರಿಗಳು, ಕೃಷ್ಣಮೂರ್ತಿ, ನಾಗರಾಜು (ಬಲ್ಲು), ಆದರ್ಶ, ಪ್ರದೀಪ್, ಸಂಘ ಹಾಗೂ ಸಂಸ್ಥೆಯ ಪದಾಧಿಕಾರಿಗಳು ಹಾಗೂ ಸದಸ್ಯರು ಹಾಜರಿದ್ದರು.: [981, 1436, 1199, 1620]
